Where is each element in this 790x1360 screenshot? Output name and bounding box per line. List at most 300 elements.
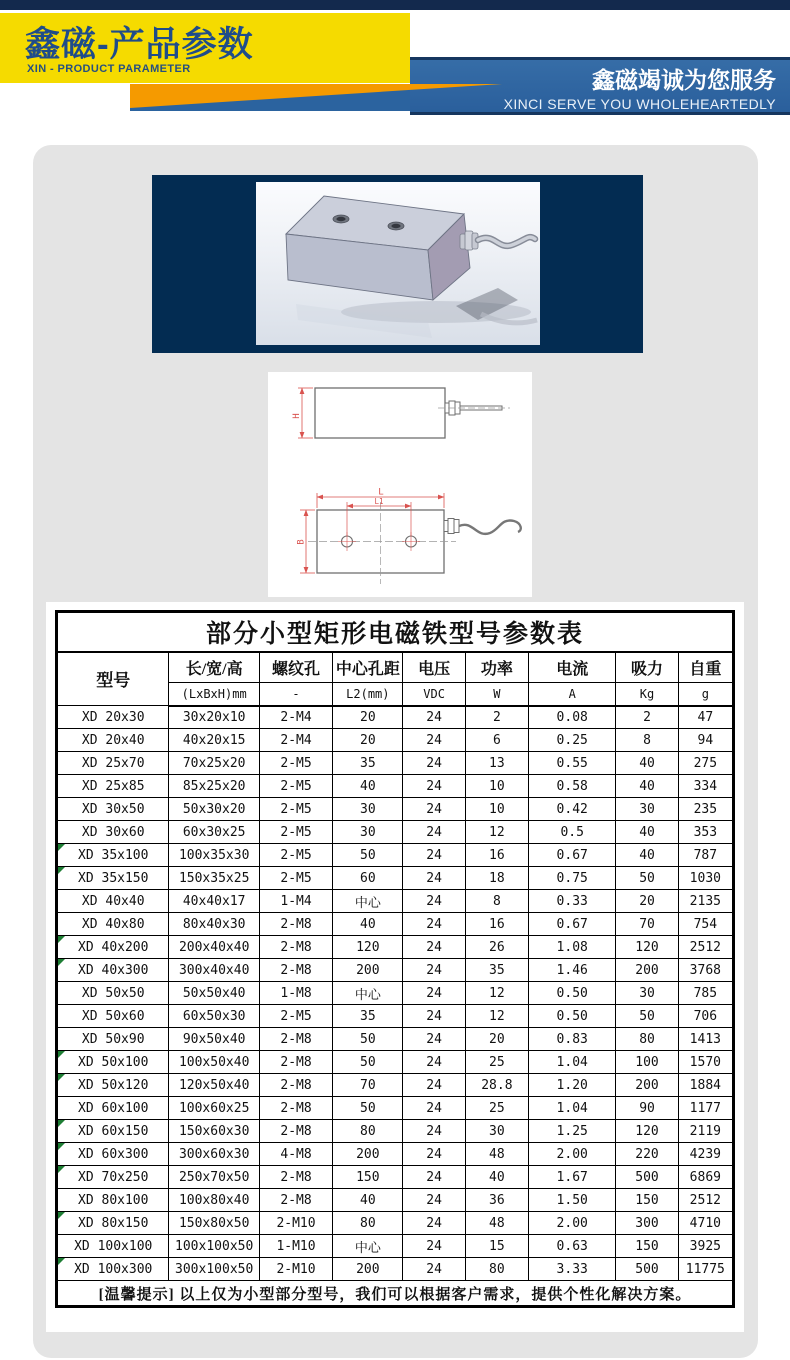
voltage-cell: 24 (403, 890, 465, 913)
cell-comment-marker (58, 1166, 65, 1173)
thread-cell: 2-M10 (259, 1258, 332, 1281)
model-cell: XD 50x50 (57, 982, 169, 1005)
dim-label-L1: L1 (374, 497, 384, 506)
current-cell: 0.25 (529, 729, 616, 752)
power-cell: 12 (465, 1005, 528, 1028)
thread-cell: 2-M8 (259, 1051, 332, 1074)
col-header-lwh: 长/宽/高 (169, 652, 259, 683)
voltage-cell: 24 (403, 1120, 465, 1143)
lwh-cell: 120x50x40 (169, 1074, 259, 1097)
model-cell: XD 50x100 (57, 1051, 169, 1074)
table-note-row (57, 1281, 734, 1307)
col-header-model: 型号 (57, 652, 169, 706)
product-photo-frame (152, 175, 643, 353)
cell-comment-marker (58, 1074, 65, 1081)
model-cell: XD 35x150 (57, 867, 169, 890)
col-header-weight: 自重 (678, 652, 733, 683)
voltage-cell: 24 (403, 752, 465, 775)
col-unit-power: W (465, 683, 528, 706)
weight-cell: 1030 (678, 867, 733, 890)
model-cell: XD 50x90 (57, 1028, 169, 1051)
weight-cell: 275 (678, 752, 733, 775)
hole-distance-cell: 50 (333, 1028, 403, 1051)
force-cell: 120 (616, 936, 678, 959)
current-cell: 0.83 (529, 1028, 616, 1051)
thread-cell: 1-M4 (259, 890, 332, 913)
thread-cell: 2-M8 (259, 959, 332, 982)
weight-cell: 11775 (678, 1258, 733, 1281)
hole-distance-cell: 40 (333, 913, 403, 936)
table-row (57, 959, 734, 982)
model-cell: XD 40x200 (57, 936, 169, 959)
table-row (57, 775, 734, 798)
table-row (57, 706, 734, 729)
table-note: [温馨提示] 以上仅为小型部分型号，我们可以根据客户需求，提供个性化解决方案。 (57, 1281, 734, 1307)
current-cell: 0.42 (529, 798, 616, 821)
thread-cell: 1-M8 (259, 982, 332, 1005)
weight-cell: 2135 (678, 890, 733, 913)
cell-comment-marker (58, 1143, 65, 1150)
page-subtitle: XIN - PRODUCT PARAMETER (27, 63, 191, 75)
table-row (57, 1189, 734, 1212)
lwh-cell: 300x100x50 (169, 1258, 259, 1281)
weight-cell: 353 (678, 821, 733, 844)
lwh-cell: 100x60x25 (169, 1097, 259, 1120)
lwh-cell: 100x80x40 (169, 1189, 259, 1212)
table-row (57, 913, 734, 936)
cell-comment-marker (58, 1258, 65, 1265)
table-row (57, 982, 734, 1005)
current-cell: 0.33 (529, 890, 616, 913)
power-cell: 16 (465, 844, 528, 867)
model-cell: XD 40x40 (57, 890, 169, 913)
current-cell: 1.50 (529, 1189, 616, 1212)
voltage-cell: 24 (403, 1258, 465, 1281)
voltage-cell: 24 (403, 867, 465, 890)
thread-cell: 2-M8 (259, 1189, 332, 1212)
hole-distance-cell: 20 (333, 729, 403, 752)
thread-cell: 2-M8 (259, 1166, 332, 1189)
table-row (57, 1051, 734, 1074)
thread-cell: 2-M4 (259, 729, 332, 752)
hole-distance-cell: 中心 (333, 982, 403, 1005)
model-cell: XD 25x70 (57, 752, 169, 775)
voltage-cell: 24 (403, 1097, 465, 1120)
lwh-cell: 100x35x30 (169, 844, 259, 867)
lwh-cell: 150x60x30 (169, 1120, 259, 1143)
table-row (57, 1074, 734, 1097)
spec-table-panel (46, 602, 744, 1332)
model-cell: XD 20x40 (57, 729, 169, 752)
lwh-cell: 250x70x50 (169, 1166, 259, 1189)
lwh-cell: 300x40x40 (169, 959, 259, 982)
model-cell: XD 25x85 (57, 775, 169, 798)
thread-cell: 2-M5 (259, 844, 332, 867)
power-cell: 40 (465, 1166, 528, 1189)
dimension-drawing (268, 372, 532, 597)
current-cell: 2.00 (529, 1143, 616, 1166)
cell-comment-marker (58, 936, 65, 943)
force-cell: 50 (616, 1005, 678, 1028)
power-cell: 8 (465, 890, 528, 913)
hole-distance-cell: 30 (333, 821, 403, 844)
table-row (57, 867, 734, 890)
table-row (57, 1005, 734, 1028)
electromagnet-3d-render (256, 182, 540, 345)
voltage-cell: 24 (403, 729, 465, 752)
thread-cell: 2-M8 (259, 1097, 332, 1120)
force-cell: 40 (616, 775, 678, 798)
hole-distance-cell: 200 (333, 959, 403, 982)
lwh-cell: 40x20x15 (169, 729, 259, 752)
col-unit-lwh: (LxBxH)mm (169, 683, 259, 706)
col-header-power: 功率 (465, 652, 528, 683)
weight-cell: 2512 (678, 936, 733, 959)
table-row (57, 1143, 734, 1166)
col-unit-current: A (529, 683, 616, 706)
weight-cell: 6869 (678, 1166, 733, 1189)
table-row (57, 752, 734, 775)
col-unit-weight: g (678, 683, 733, 706)
power-cell: 10 (465, 775, 528, 798)
current-cell: 0.55 (529, 752, 616, 775)
current-cell: 1.04 (529, 1097, 616, 1120)
dim-label-L: L (378, 487, 384, 498)
voltage-cell: 24 (403, 1005, 465, 1028)
voltage-cell: 24 (403, 844, 465, 867)
lwh-cell: 40x40x17 (169, 890, 259, 913)
force-cell: 500 (616, 1166, 678, 1189)
voltage-cell: 24 (403, 1074, 465, 1097)
force-cell: 150 (616, 1235, 678, 1258)
voltage-cell: 24 (403, 1189, 465, 1212)
force-cell: 200 (616, 959, 678, 982)
power-cell: 12 (465, 982, 528, 1005)
power-cell: 12 (465, 821, 528, 844)
voltage-cell: 24 (403, 1166, 465, 1189)
lwh-cell: 50x50x40 (169, 982, 259, 1005)
voltage-cell: 24 (403, 1143, 465, 1166)
lwh-cell: 100x100x50 (169, 1235, 259, 1258)
force-cell: 200 (616, 1074, 678, 1097)
current-cell: 0.67 (529, 913, 616, 936)
col-unit-hole-distance: L2(mm) (333, 683, 403, 706)
power-cell: 25 (465, 1097, 528, 1120)
thread-cell: 2-M4 (259, 706, 332, 729)
weight-cell: 706 (678, 1005, 733, 1028)
dim-label-B: B (296, 539, 307, 545)
weight-cell: 334 (678, 775, 733, 798)
power-cell: 16 (465, 913, 528, 936)
weight-cell: 1177 (678, 1097, 733, 1120)
cell-comment-marker (58, 1212, 65, 1219)
col-header-thread: 螺纹孔 (259, 652, 332, 683)
power-cell: 80 (465, 1258, 528, 1281)
power-cell: 6 (465, 729, 528, 752)
hole-distance-cell: 70 (333, 1074, 403, 1097)
lwh-cell: 50x30x20 (169, 798, 259, 821)
power-cell: 18 (465, 867, 528, 890)
table-title: 部分小型矩形电磁铁型号参数表 (57, 612, 734, 652)
weight-cell: 2119 (678, 1120, 733, 1143)
table-row (57, 1120, 734, 1143)
hole-distance-cell: 40 (333, 1189, 403, 1212)
weight-cell: 754 (678, 913, 733, 936)
force-cell: 120 (616, 1120, 678, 1143)
table-row (57, 1028, 734, 1051)
cell-comment-marker (58, 844, 65, 851)
thread-cell: 2-M10 (259, 1212, 332, 1235)
model-cell: XD 80x150 (57, 1212, 169, 1235)
thread-cell: 2-M5 (259, 867, 332, 890)
spec-table (55, 610, 735, 1308)
power-cell: 48 (465, 1212, 528, 1235)
lwh-cell: 90x50x40 (169, 1028, 259, 1051)
model-cell: XD 70x250 (57, 1166, 169, 1189)
col-unit-thread: - (259, 683, 332, 706)
col-unit-voltage: VDC (403, 683, 465, 706)
thread-cell: 2-M8 (259, 936, 332, 959)
dimension-drawing-svg (268, 372, 532, 597)
voltage-cell: 24 (403, 1235, 465, 1258)
force-cell: 90 (616, 1097, 678, 1120)
thread-cell: 4-M8 (259, 1143, 332, 1166)
cell-comment-marker (58, 867, 65, 874)
force-cell: 100 (616, 1051, 678, 1074)
model-cell: XD 30x50 (57, 798, 169, 821)
hole-distance-cell: 50 (333, 844, 403, 867)
voltage-cell: 24 (403, 706, 465, 729)
hole-distance-cell: 35 (333, 1005, 403, 1028)
voltage-cell: 24 (403, 775, 465, 798)
force-cell: 80 (616, 1028, 678, 1051)
power-cell: 2 (465, 706, 528, 729)
weight-cell: 1413 (678, 1028, 733, 1051)
current-cell: 0.63 (529, 1235, 616, 1258)
model-cell: XD 35x100 (57, 844, 169, 867)
voltage-cell: 24 (403, 982, 465, 1005)
thread-cell: 1-M10 (259, 1235, 332, 1258)
cell-comment-marker (58, 1120, 65, 1127)
lwh-cell: 60x30x25 (169, 821, 259, 844)
top-navy-strip (0, 0, 790, 10)
weight-cell: 2512 (678, 1189, 733, 1212)
table-row (57, 1258, 734, 1281)
current-cell: 0.75 (529, 867, 616, 890)
table-row (57, 1212, 734, 1235)
weight-cell: 235 (678, 798, 733, 821)
current-cell: 0.58 (529, 775, 616, 798)
page-title: 鑫磁-产品参数 (25, 25, 254, 64)
thread-cell: 2-M8 (259, 1028, 332, 1051)
hole-distance-cell: 150 (333, 1166, 403, 1189)
lwh-cell: 60x50x30 (169, 1005, 259, 1028)
model-cell: XD 40x300 (57, 959, 169, 982)
weight-cell: 3768 (678, 959, 733, 982)
current-cell: 1.25 (529, 1120, 616, 1143)
table-row (57, 1235, 734, 1258)
table-header-row (57, 652, 734, 683)
thread-cell: 2-M5 (259, 798, 332, 821)
lwh-cell: 100x50x40 (169, 1051, 259, 1074)
hole-distance-cell: 80 (333, 1212, 403, 1235)
voltage-cell: 24 (403, 1051, 465, 1074)
model-cell: XD 100x300 (57, 1258, 169, 1281)
force-cell: 30 (616, 798, 678, 821)
table-row (57, 729, 734, 752)
force-cell: 500 (616, 1258, 678, 1281)
table-title-row (57, 612, 734, 652)
header-yellow-box (0, 13, 410, 83)
thread-cell: 2-M5 (259, 1005, 332, 1028)
weight-cell: 787 (678, 844, 733, 867)
force-cell: 40 (616, 752, 678, 775)
weight-cell: 94 (678, 729, 733, 752)
model-cell: XD 60x150 (57, 1120, 169, 1143)
hole-distance-cell: 80 (333, 1120, 403, 1143)
power-cell: 36 (465, 1189, 528, 1212)
table-row (57, 798, 734, 821)
force-cell: 2 (616, 706, 678, 729)
hole-distance-cell: 50 (333, 1097, 403, 1120)
banner-subtitle: XINCI SERVE YOU WHOLEHEARTEDLY (503, 96, 776, 112)
lwh-cell: 150x35x25 (169, 867, 259, 890)
col-header-hole-distance: 中心孔距 (333, 652, 403, 683)
weight-cell: 47 (678, 706, 733, 729)
table-row (57, 821, 734, 844)
weight-cell: 785 (678, 982, 733, 1005)
current-cell: 2.00 (529, 1212, 616, 1235)
weight-cell: 1570 (678, 1051, 733, 1074)
thread-cell: 2-M8 (259, 1074, 332, 1097)
weight-cell: 4710 (678, 1212, 733, 1235)
hole-distance-cell: 120 (333, 936, 403, 959)
lwh-cell: 85x25x20 (169, 775, 259, 798)
col-header-voltage: 电压 (403, 652, 465, 683)
model-cell: XD 60x100 (57, 1097, 169, 1120)
model-cell: XD 100x100 (57, 1235, 169, 1258)
model-cell: XD 60x300 (57, 1143, 169, 1166)
weight-cell: 1884 (678, 1074, 733, 1097)
product-photo (256, 182, 540, 345)
lwh-cell: 30x20x10 (169, 706, 259, 729)
table-row (57, 844, 734, 867)
power-cell: 13 (465, 752, 528, 775)
hole-distance-cell: 20 (333, 706, 403, 729)
thread-cell: 2-M8 (259, 913, 332, 936)
hole-distance-cell: 200 (333, 1143, 403, 1166)
table-row (57, 1097, 734, 1120)
voltage-cell: 24 (403, 936, 465, 959)
thread-cell: 2-M8 (259, 1120, 332, 1143)
force-cell: 70 (616, 913, 678, 936)
force-cell: 220 (616, 1143, 678, 1166)
hole-distance-cell: 50 (333, 1051, 403, 1074)
hole-distance-cell: 200 (333, 1258, 403, 1281)
lwh-cell: 300x60x30 (169, 1143, 259, 1166)
force-cell: 8 (616, 729, 678, 752)
current-cell: 0.50 (529, 1005, 616, 1028)
model-cell: XD 40x80 (57, 913, 169, 936)
current-cell: 1.46 (529, 959, 616, 982)
current-cell: 0.50 (529, 982, 616, 1005)
voltage-cell: 24 (403, 798, 465, 821)
force-cell: 20 (616, 890, 678, 913)
force-cell: 40 (616, 844, 678, 867)
voltage-cell: 24 (403, 1028, 465, 1051)
model-cell: XD 80x100 (57, 1189, 169, 1212)
power-cell: 25 (465, 1051, 528, 1074)
force-cell: 150 (616, 1189, 678, 1212)
table-row (57, 1166, 734, 1189)
thread-cell: 2-M5 (259, 775, 332, 798)
hole-distance-cell: 30 (333, 798, 403, 821)
current-cell: 1.67 (529, 1166, 616, 1189)
power-cell: 48 (465, 1143, 528, 1166)
power-cell: 15 (465, 1235, 528, 1258)
current-cell: 3.33 (529, 1258, 616, 1281)
cell-comment-marker (58, 1051, 65, 1058)
voltage-cell: 24 (403, 821, 465, 844)
table-row (57, 890, 734, 913)
current-cell: 0.08 (529, 706, 616, 729)
weight-cell: 3925 (678, 1235, 733, 1258)
weight-cell: 4239 (678, 1143, 733, 1166)
hole-distance-cell: 中心 (333, 1235, 403, 1258)
current-cell: 1.20 (529, 1074, 616, 1097)
voltage-cell: 24 (403, 1212, 465, 1235)
model-cell: XD 50x60 (57, 1005, 169, 1028)
lwh-cell: 200x40x40 (169, 936, 259, 959)
hole-distance-cell: 中心 (333, 890, 403, 913)
hole-distance-cell: 35 (333, 752, 403, 775)
col-header-force: 吸力 (616, 652, 678, 683)
power-cell: 20 (465, 1028, 528, 1051)
model-cell: XD 50x120 (57, 1074, 169, 1097)
voltage-cell: 24 (403, 913, 465, 936)
model-cell: XD 20x30 (57, 706, 169, 729)
lwh-cell: 80x40x30 (169, 913, 259, 936)
current-cell: 1.04 (529, 1051, 616, 1074)
hole-distance-cell: 40 (333, 775, 403, 798)
power-cell: 35 (465, 959, 528, 982)
hole-distance-cell: 60 (333, 867, 403, 890)
force-cell: 50 (616, 867, 678, 890)
thread-cell: 2-M5 (259, 821, 332, 844)
col-unit-force: Kg (616, 683, 678, 706)
current-cell: 0.67 (529, 844, 616, 867)
current-cell: 0.5 (529, 821, 616, 844)
power-cell: 28.8 (465, 1074, 528, 1097)
model-cell: XD 30x60 (57, 821, 169, 844)
banner-title: 鑫磁竭诚为您服务 (592, 67, 776, 93)
lwh-cell: 70x25x20 (169, 752, 259, 775)
force-cell: 300 (616, 1212, 678, 1235)
force-cell: 30 (616, 982, 678, 1005)
table-row (57, 936, 734, 959)
current-cell: 1.08 (529, 936, 616, 959)
power-cell: 26 (465, 936, 528, 959)
col-header-current: 电流 (529, 652, 616, 683)
power-cell: 30 (465, 1120, 528, 1143)
dim-label-H: H (292, 413, 302, 419)
voltage-cell: 24 (403, 959, 465, 982)
cell-comment-marker (58, 959, 65, 966)
lwh-cell: 150x80x50 (169, 1212, 259, 1235)
thread-cell: 2-M5 (259, 752, 332, 775)
power-cell: 10 (465, 798, 528, 821)
force-cell: 40 (616, 821, 678, 844)
